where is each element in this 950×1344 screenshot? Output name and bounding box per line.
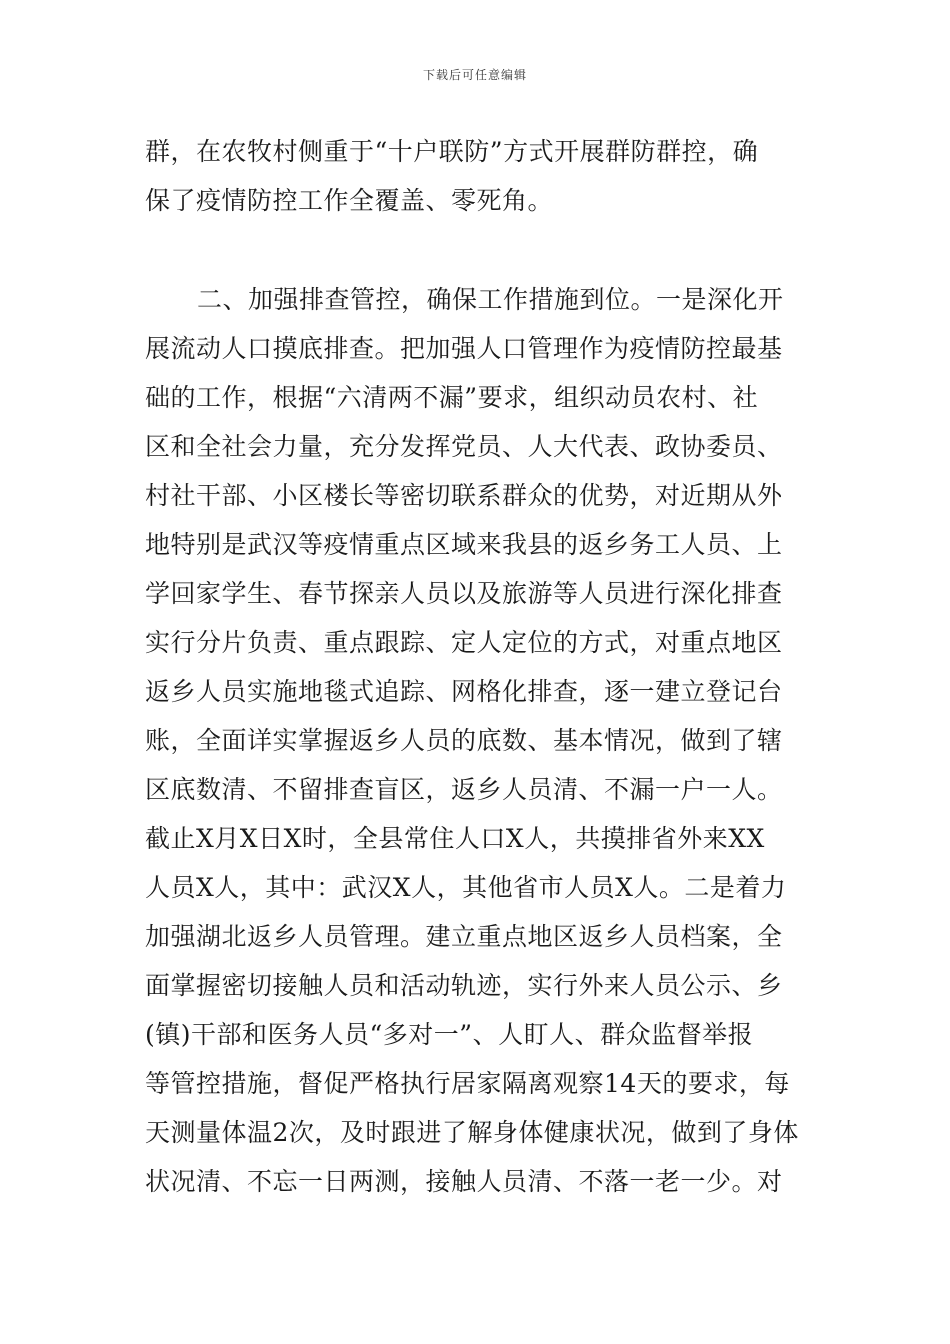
paragraph-line: 等管控措施，督促严格执行居家隔离观察14天的要求，每 xyxy=(145,1069,790,1098)
page-header: 下载后可任意编辑 xyxy=(422,68,527,82)
paragraph-line: 保了疫情防控工作全覆盖、零死角。 xyxy=(145,186,554,215)
paragraph-line: 实行分片负责、重点跟踪、定人定位的方式，对重点地区 xyxy=(145,628,783,657)
paragraph-line: 村社干部、小区楼长等密切联系群众的优势，对近期从外 xyxy=(145,481,783,510)
paragraph-line: 区和全社会力量，充分发挥党员、人大代表、政协委员、 xyxy=(145,432,783,461)
paragraph-line: 天测量体温2次，及时跟进了解身体健康状况，做到了身体 xyxy=(145,1118,799,1147)
paragraph-line: 础的工作，根据“六清两不漏”要求，组织动员农村、社 xyxy=(145,383,759,412)
paragraph-1 xyxy=(145,127,810,225)
paragraph-line: 面掌握密切接触人员和活动轨迹，实行外来人员公示、乡 xyxy=(145,971,783,1000)
paragraph-line: 截止X月X日X时，全县常住人口X人，共摸排省外来XX xyxy=(145,824,765,853)
paragraph-line: 学回家学生、春节探亲人员以及旅游等人员进行深化排查 xyxy=(145,579,783,608)
paragraph-line: 返乡人员实施地毯式追踪、网格化排查，逐一建立登记台 xyxy=(145,677,783,706)
paragraph-line: 加强湖北返乡人员管理。建立重点地区返乡人员档案，全 xyxy=(145,922,783,951)
paragraph-line: 二、加强排查管控，确保工作措施到位。一是深化开 xyxy=(197,285,784,314)
paragraph-line: (镇)干部和医务人员“多对一”、人盯人、群众监督举报 xyxy=(145,1020,754,1049)
paragraph-line: 人员X人，其中：武汉X人，其他省市人员X人。二是着力 xyxy=(145,873,787,902)
paragraph-line: 展流动人口摸底排查。把加强人口管理作为疫情防控最基 xyxy=(145,334,783,363)
paragraph-line: 群，在农牧村侧重于“十户联防”方式开展群防群控，确 xyxy=(145,137,759,166)
paragraph-2 xyxy=(145,275,810,1206)
paragraph-line: 区底数清、不留排查盲区，返乡人员清、不漏一户一人。 xyxy=(145,775,783,804)
paragraph-line: 状况清、不忘一日两测，接触人员清、不落一老一少。对 xyxy=(145,1167,783,1196)
paragraph-line: 账，全面详实掌握返乡人员的底数、基本情况，做到了辖 xyxy=(145,726,783,755)
paragraph-line: 地特别是武汉等疫情重点区域来我县的返乡务工人员、上 xyxy=(145,530,783,559)
